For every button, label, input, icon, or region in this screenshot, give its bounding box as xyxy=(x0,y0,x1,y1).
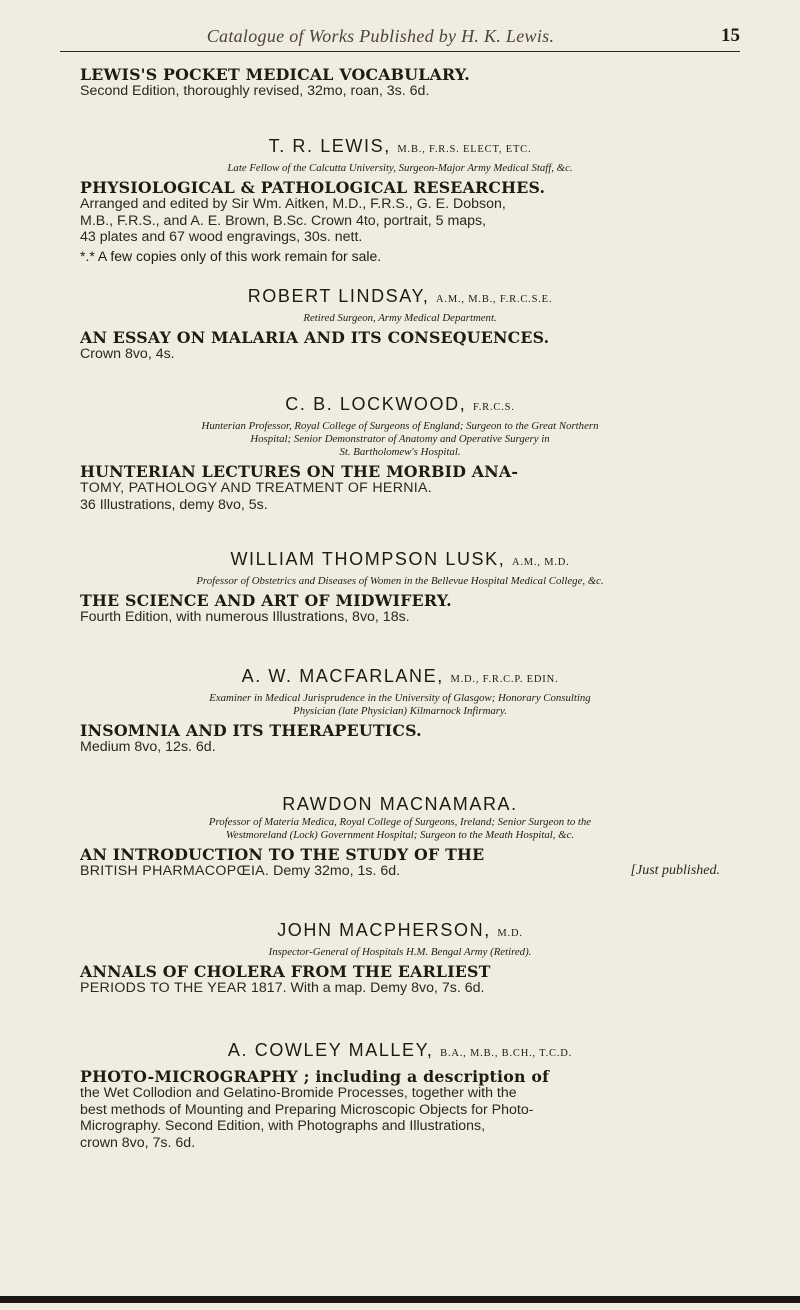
entry-title: LEWIS'S POCKET MEDICAL VOCABULARY. xyxy=(80,65,470,84)
author-description: Retired Surgeon, Army Medical Department. xyxy=(303,312,497,324)
author-name: A. W. MACFARLANE, xyxy=(241,666,444,686)
entry-title: PHOTO-MICROGRAPHY ; including a description of xyxy=(80,1067,550,1086)
entry-malley xyxy=(80,1040,720,1151)
entry-title-continued: BRITISH PHARMACOPŒIA. xyxy=(80,863,270,879)
author-line xyxy=(80,549,720,573)
publication-note: [Just published. xyxy=(630,863,720,878)
entry-note: *.* A few copies only of this work remain for sale. xyxy=(80,247,382,264)
author-name: RAWDON MACNAMARA. xyxy=(282,794,518,814)
entry-lockwood xyxy=(80,394,720,513)
author-line xyxy=(80,286,720,310)
entry-body: Medium 8vo, 12s. 6d. xyxy=(80,739,216,755)
entry-title: THE SCIENCE AND ART OF MIDWIFERY. xyxy=(80,591,452,610)
entry-title: HUNTERIAN LECTURES ON THE MORBID ANA- xyxy=(80,462,519,481)
author-credentials: M.D., F.R.C.P. EDIN. xyxy=(450,674,559,685)
entry-title: AN ESSAY ON MALARIA AND ITS CONSEQUENCES. xyxy=(80,328,550,347)
author-name: JOHN MACPHERSON, xyxy=(277,920,491,940)
entry-body-line xyxy=(80,863,720,880)
entry-body: Second Edition, thoroughly revised, 32mo, roan, 3s. 6d. xyxy=(80,83,430,99)
entry-body: Demy 32mo, 1s. 6d. xyxy=(273,863,401,879)
entry-macnamara xyxy=(80,794,720,880)
author-line xyxy=(80,394,720,418)
author-description-line: Westmoreland (Lock) Government Hospital; Surgeon to the Meath Hospital, &c. xyxy=(225,829,575,841)
author-description-line: Hunterian Professor, Royal College of Surgeons of England; Surgeon to the Great Northern xyxy=(201,420,599,432)
entry-body-line: 43 plates and 67 wood engravings, 30s. nett. xyxy=(80,229,363,245)
author-credentials: A.M., M.B., F.R.C.S.E. xyxy=(436,294,553,305)
author-description-line: Examiner in Medical Jurisprudence in the University of Glasgow; Honorary Consulting xyxy=(209,692,591,704)
entry-body-line: Micrography. Second Edition, with Photographs and Illustrations, xyxy=(80,1118,486,1134)
author-name: T. R. LEWIS, xyxy=(268,136,391,156)
running-header xyxy=(60,18,740,52)
entry-title: ANNALS OF CHOLERA FROM THE EARLIEST xyxy=(80,962,491,981)
entry-body: 1817. With a map. Demy 8vo, 7s. 6d. xyxy=(251,980,485,996)
author-description: Late Fellow of the Calcutta University, Surgeon-Major Army Medical Staff, &c. xyxy=(227,162,573,174)
entry-pocket-vocabulary xyxy=(80,66,720,100)
author-credentials: M.D. xyxy=(497,928,523,939)
entry-title: INSOMNIA AND ITS THERAPEUTICS. xyxy=(80,721,422,740)
author-line xyxy=(80,136,720,160)
author-credentials: M.B., F.R.S. ELECT, ETC. xyxy=(397,144,532,155)
entry-macpherson xyxy=(80,920,720,997)
author-description-line: Professor of Materia Medica, Royal College of Surgeons, Ireland; Senior Surgeon to the xyxy=(208,816,592,828)
entry-body-line: the Wet Collodion and Gelatino-Bromide Processes, together with the xyxy=(80,1085,517,1101)
entry-body: Fourth Edition, with numerous Illustrations, 8vo, 18s. xyxy=(80,609,410,625)
author-description-line: Hospital; Senior Demonstrator of Anatomy and Operative Surgery in xyxy=(250,433,550,445)
entry-title-continued: PERIODS TO THE YEAR xyxy=(80,980,248,996)
author-description: Professor of Obstetrics and Diseases of Women in the Bellevue Hospital Medical College, &c. xyxy=(196,575,604,587)
entry-lusk xyxy=(80,549,720,626)
entry-body-line: M.B., F.R.S., and A. E. Brown, B.Sc. Crown 4to, portrait, 5 maps, xyxy=(80,212,487,229)
author-name: A. COWLEY MALLEY, xyxy=(227,1040,434,1060)
author-credentials: F.R.C.S. xyxy=(472,402,515,413)
page-number: 15 xyxy=(721,25,740,46)
entry-body-line: Arranged and edited by Sir Wm. Aitken, M.D., F.R.S., G. E. Dobson, xyxy=(80,196,506,212)
author-line xyxy=(80,666,720,690)
author-description: Inspector-General of Hospitals H.M. Bengal Army (Retired). xyxy=(268,946,532,958)
bottom-rule xyxy=(0,1296,800,1303)
entry-title-continued: TOMY, PATHOLOGY AND TREATMENT OF HERNIA. xyxy=(80,480,433,496)
entry-lewis xyxy=(80,136,720,264)
author-line xyxy=(80,920,720,944)
entry-body-line: best methods of Mounting and Preparing Microscopic Objects for Photo- xyxy=(80,1101,534,1118)
author-name: ROBERT LINDSAY, xyxy=(247,286,430,306)
entry-title: AN INTRODUCTION TO THE STUDY OF THE xyxy=(80,845,485,864)
author-credentials: A.M., M.D. xyxy=(511,557,570,568)
author-description-line: St. Bartholomew's Hospital. xyxy=(339,446,461,458)
author-name: C. B. LOCKWOOD, xyxy=(285,394,467,414)
header-title: Catalogue of Works Published by H. K. Lewis. xyxy=(206,26,555,46)
entry-macfarlane xyxy=(80,666,720,756)
entry-title: PHYSIOLOGICAL & PATHOLOGICAL RESEARCHES. xyxy=(80,178,546,197)
entry-body-line xyxy=(80,980,720,997)
entry-body: 36 Illustrations, demy 8vo, 5s. xyxy=(80,496,268,513)
author-credentials: B.A., M.B., B.CH., T.C.D. xyxy=(440,1048,573,1059)
entry-body: Crown 8vo, 4s. xyxy=(80,346,175,362)
author-line xyxy=(80,1040,720,1064)
entry-lindsay xyxy=(80,286,720,363)
author-description-line: Physician (late Physician) Kilmarnock Infirmary. xyxy=(293,705,507,717)
author-name: WILLIAM THOMPSON LUSK, xyxy=(230,549,506,569)
entry-body-line: crown 8vo, 7s. 6d. xyxy=(80,1134,196,1151)
